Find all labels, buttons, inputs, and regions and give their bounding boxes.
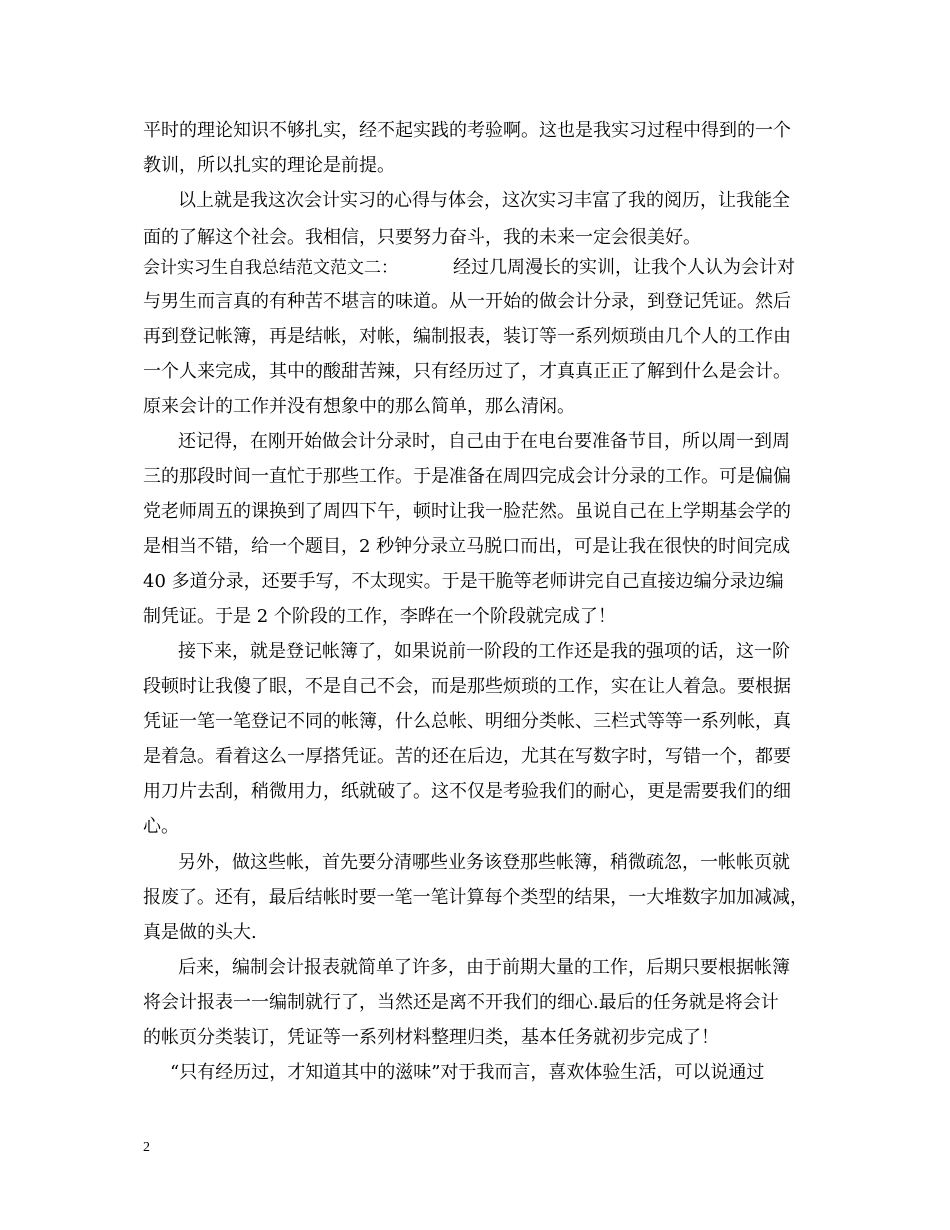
text-line-content: 一个人来完成，其中的酸甜苦辣，只有经历过了，才真真正正了解到什么是会计。 [143, 361, 791, 382]
text-line-content: 再到登记帐簿，再是结帐，对帐，编制报表，装订等一系列烦琐由几个人的工作由 [143, 326, 791, 347]
text-line-content: 是相当不错，给一个题目，2 秒钟分录立马脱口而出，可是让我在很快的时间完成 [143, 536, 791, 557]
text-line-content: 真是做的头大. [143, 922, 257, 943]
text-line-content: 党老师周五的课换到了周四下午，顿时让我一脸茫然。虽说自己在上学期基会学的 [143, 501, 791, 522]
text-line-content: 制凭证。于是 2 个阶段的工作，李晔在一个阶段就完成了！ [143, 606, 616, 627]
text-line-content: 经过几周漫长的实训，让我个人认为会计对 [453, 257, 795, 278]
text-line-content: 40 多道分录，还要手写，不太现实。于是干脆等老师讲完自己直接边编分录边编 [143, 571, 784, 592]
text-line-content: 的帐页分类装订，凭证等一系列材料整理归类，基本任务就初步完成了！ [143, 1027, 719, 1048]
text-line-content: 教训，所以扎实的理论是前提。 [143, 155, 395, 176]
text-line-content: 另外，做这些帐，首先要分清哪些业务该登那些帐簿，稍微疏忽，一帐帐页就 [178, 852, 790, 873]
section-heading: 会计实习生自我总结范文范文二： [143, 258, 398, 278]
text-line-content: 接下来，就是登记帐簿了，如果说前一阶段的工作还是我的强项的话，这一阶 [178, 641, 790, 662]
text-line-content: 面的了解这个社会。我相信，只要努力奋斗，我的未来一定会很美好。 [143, 227, 701, 248]
text-line-content: 以上就是我这次会计实习的心得与体会，这次实习丰富了我的阅历，让我能全 [178, 190, 790, 211]
text-line-content: 凭证一笔一笔登记不同的帐簿，什么总帐、明细分类帐、三栏式等等一系列帐，真 [143, 711, 791, 732]
page-number: 2 [143, 1140, 150, 1155]
text-line-content: 与男生而言真的有种苦不堪言的味道。从一开始的做会计分录，到登记凭证。然后 [143, 291, 791, 312]
text-line-content: 后来，编制会计报表就简单了许多，由于前期大量的工作，后期只要根据帐簿 [178, 957, 790, 978]
text-line-content: 原来会计的工作并没有想象中的那么简单，那么清闲。 [143, 396, 575, 417]
text-line-content: 心。 [143, 816, 179, 837]
text-line-content: 平时的理论知识不够扎实，经不起实践的考验啊。这也是我实习过程中得到的一个 [143, 120, 791, 141]
text-line-content: “只有经历过，才知道其中的滋味”对于我而言，喜欢体验生活，可以说通过 [170, 1062, 765, 1083]
text-line-content: 段顿时让我傻了眼，不是自己不会，而是那些烦琐的工作，实在让人着急。要根据 [143, 676, 791, 697]
text-line-content: 三的那段时间一直忙于那些工作。于是准备在周四完成会计分录的工作。可是偏偏 [143, 466, 791, 487]
text-line-content: 用刀片去刮，稍微用力，纸就破了。这不仅是考验我们的耐心，更是需要我们的细 [143, 781, 791, 802]
text-line-content: 将会计报表一一编制就行了，当然还是离不开我们的细心.最后的任务就是将会计 [143, 992, 779, 1013]
text-line-content: 报废了。还有，最后结帐时要一笔一笔计算每个类型的结果，一大堆数字加加减减， [143, 887, 809, 908]
text-line-content: 还记得，在刚开始做会计分录时，自己由于在电台要准备节目，所以周一到周 [178, 431, 790, 452]
text-line-content: 是着急。看着这么一厚搭凭证。苦的还在后边，尤其在写数字时，写错一个，都要 [143, 746, 791, 767]
